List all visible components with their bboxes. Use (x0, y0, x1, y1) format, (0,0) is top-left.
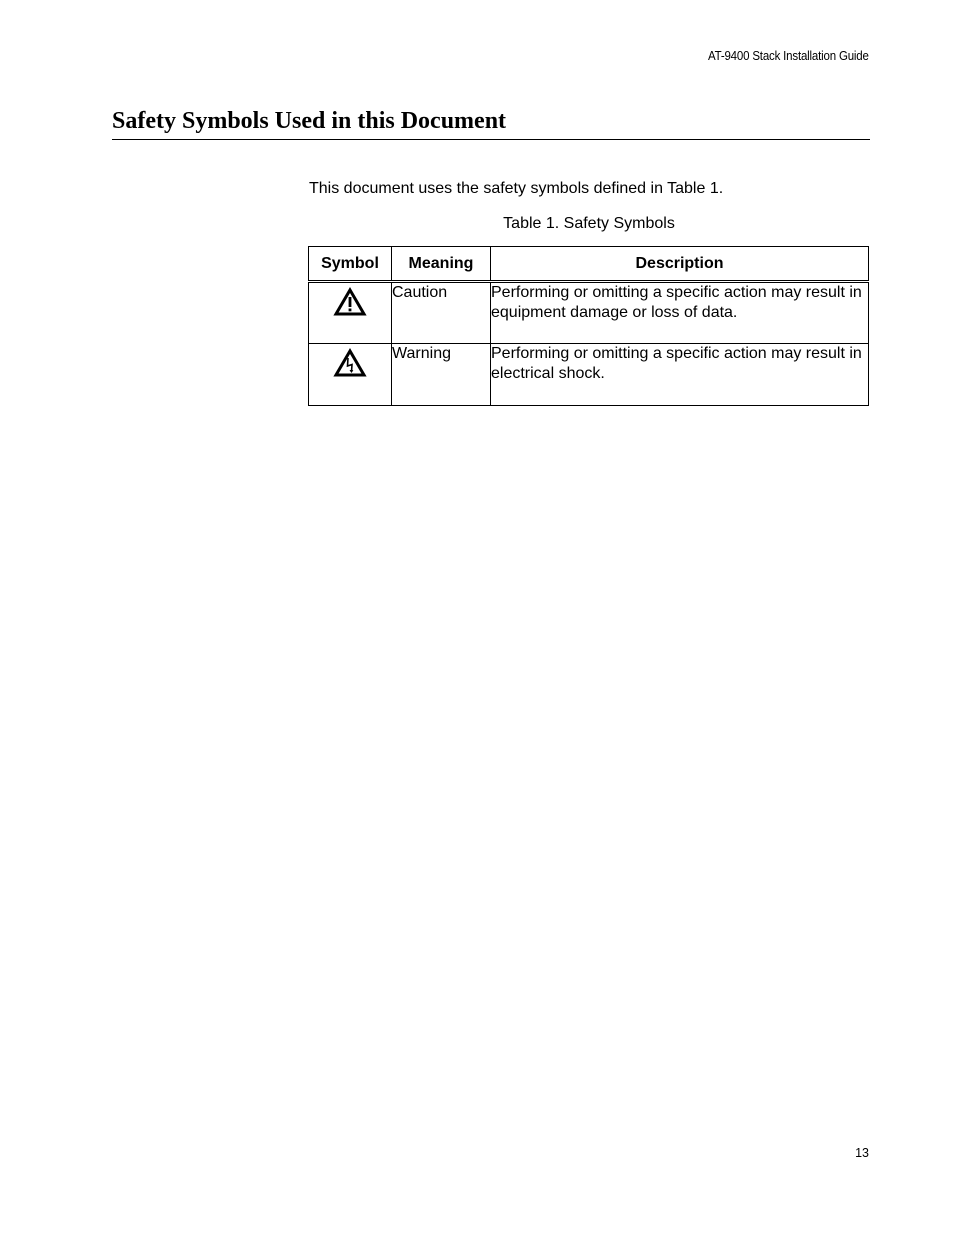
table-header-row (309, 247, 869, 282)
column-header-symbol: Symbol (309, 247, 392, 282)
description-cell: Performing or omitting a specific action may result in equipment damage or loss of data. (491, 282, 869, 344)
electrical-warning-icon (333, 348, 367, 378)
section-title: Safety Symbols Used in this Document (112, 107, 870, 140)
table-row (309, 282, 869, 344)
column-header-meaning: Meaning (392, 247, 491, 282)
intro-paragraph: This document uses the safety symbols defined in Table 1. (309, 180, 724, 197)
running-header: AT-9400 Stack Installation Guide (708, 49, 869, 63)
description-cell: Performing or omitting a specific action may result in electrical shock. (491, 344, 869, 406)
meaning-cell: Warning (392, 344, 491, 406)
meaning-cell: Caution (392, 282, 491, 344)
table-row (309, 344, 869, 406)
symbol-cell (309, 282, 392, 344)
caution-icon (333, 287, 367, 317)
page-number: 13 (855, 1146, 869, 1160)
symbol-cell (309, 344, 392, 406)
table-caption: Table 1. Safety Symbols (503, 215, 675, 232)
safety-symbols-table (308, 246, 869, 406)
column-header-description: Description (491, 247, 869, 282)
